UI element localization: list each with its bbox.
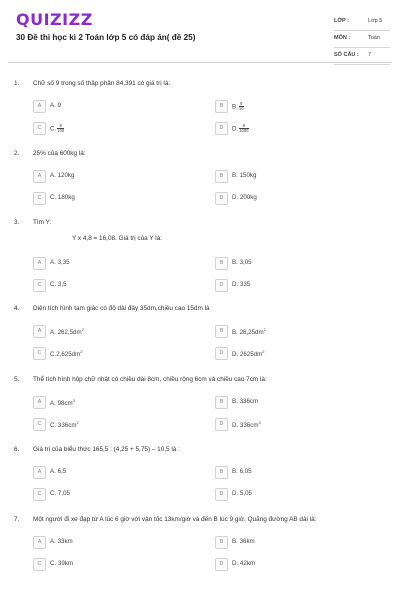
option-label: B. 150kg: [232, 172, 257, 179]
option-text: [232, 102, 244, 112]
option-letter-box[interactable]: A: [33, 466, 46, 479]
option-letter-box[interactable]: C: [33, 558, 46, 571]
option-label: D. 335: [232, 281, 251, 288]
meta-row-subject: [334, 31, 390, 48]
option-text: [232, 468, 252, 475]
option-letter-box[interactable]: D: [215, 488, 228, 501]
answer-option-c[interactable]: [33, 192, 193, 204]
option-text: [50, 327, 84, 336]
option-text: [232, 327, 266, 336]
answer-option-a[interactable]: [33, 396, 193, 408]
option-text: [50, 102, 61, 109]
meta-value: 7: [368, 52, 372, 58]
meta-value: Lớp 5: [368, 18, 383, 24]
option-exponent: 3: [258, 420, 261, 425]
fraction-denominator: 10: [238, 106, 244, 112]
answer-option-d[interactable]: [215, 418, 375, 430]
answer-option-a[interactable]: [33, 170, 193, 182]
option-text: [50, 349, 83, 358]
option-letter-box[interactable]: B: [215, 466, 228, 479]
answer-option-d[interactable]: [215, 192, 375, 204]
question-text: Tìm Y:: [33, 219, 52, 226]
option-text: [50, 124, 64, 134]
answer-option-b[interactable]: [215, 396, 375, 408]
option-label: D. 336cm: [232, 422, 259, 430]
option-exponent: 2: [81, 327, 84, 332]
option-exponent: 2: [262, 349, 265, 354]
answer-option-d[interactable]: [215, 279, 375, 291]
option-fraction: [239, 102, 244, 112]
option-letter-box[interactable]: B: [215, 170, 228, 183]
option-letter-box[interactable]: C: [33, 122, 46, 135]
fraction-denominator: 1000: [239, 128, 249, 134]
option-text: [50, 538, 73, 545]
meta-panel: [334, 14, 390, 65]
answer-option-b[interactable]: [215, 466, 375, 478]
answer-option-c[interactable]: [33, 488, 193, 500]
option-letter-box[interactable]: A: [33, 325, 46, 338]
answer-option-d[interactable]: [215, 347, 375, 359]
option-text: [232, 194, 257, 201]
option-letter-box[interactable]: B: [215, 536, 228, 549]
question-subtext: Y x 4,8 = 16,08. Giá trị của Y là:: [72, 235, 163, 242]
option-text: [50, 560, 73, 567]
option-label: A. 9: [50, 102, 62, 109]
option-letter-box[interactable]: C: [33, 347, 46, 360]
answer-option-b[interactable]: [215, 100, 375, 112]
option-text: [50, 194, 75, 201]
option-label: B. 6,05: [232, 468, 252, 475]
fraction-denominator: 100: [57, 128, 65, 134]
option-letter-box[interactable]: B: [215, 257, 228, 270]
option-label: A. 98cm: [50, 400, 73, 408]
option-text: [50, 172, 74, 179]
option-letter-box[interactable]: B: [215, 325, 228, 338]
option-label: D. 200kg: [232, 194, 257, 201]
question-number: 4.: [14, 305, 20, 312]
option-letter-box[interactable]: B: [215, 100, 228, 113]
option-exponent: 2: [80, 349, 83, 354]
option-text: [232, 490, 252, 497]
option-label: A. 3,35: [50, 259, 70, 266]
answer-option-a[interactable]: [33, 100, 193, 112]
question-number: 1.: [14, 80, 20, 87]
answer-option-b[interactable]: [215, 170, 375, 182]
question-number: 5.: [14, 376, 20, 383]
option-letter-box[interactable]: C: [33, 279, 46, 292]
question-text: 25% của 600kg là:: [33, 150, 86, 157]
option-label: C.2,625dm: [50, 351, 81, 359]
question-number: 6.: [14, 446, 20, 453]
option-letter-box[interactable]: A: [33, 396, 46, 409]
answer-option-c[interactable]: [33, 347, 193, 359]
option-text: [50, 259, 70, 266]
option-letter-box[interactable]: C: [33, 418, 46, 431]
answer-option-d[interactable]: [215, 558, 375, 570]
page-title: 30 Đề thi học kì 2 Toán lớp 5 có đáp án( đề 25): [16, 33, 196, 42]
option-label: B.: [232, 103, 238, 111]
option-text: [232, 281, 250, 288]
option-text: [50, 468, 66, 475]
option-letter-box[interactable]: D: [215, 279, 228, 292]
meta-key: LỚP :: [334, 18, 349, 24]
option-letter-box[interactable]: A: [33, 536, 46, 549]
answer-option-c[interactable]: [33, 279, 193, 291]
option-letter-box[interactable]: D: [215, 192, 228, 205]
meta-row-class: [334, 14, 390, 31]
question-number: 3.: [14, 219, 20, 226]
option-label: B. 336cm: [232, 398, 259, 405]
header-divider: [8, 62, 392, 63]
option-label: C. 39km: [50, 560, 74, 567]
option-label: C. 3,5: [50, 281, 67, 288]
option-label: B. 26,25dm: [232, 329, 264, 337]
option-label: A. 120kg: [50, 172, 75, 179]
option-exponent: 2: [263, 327, 266, 332]
option-label: C. 180kg: [50, 194, 75, 201]
fraction-numerator: 9: [242, 123, 246, 128]
option-fraction: [57, 124, 64, 134]
meta-key: SỐ CÂU :: [334, 52, 359, 58]
option-text: [232, 124, 249, 134]
option-label: B. 3,05: [232, 259, 252, 266]
option-text: [50, 490, 70, 497]
quizizz-logo: QUIZIZZ: [16, 10, 93, 29]
option-label: C. 336cm: [50, 422, 77, 430]
answer-option-b[interactable]: [215, 325, 375, 337]
option-label: D.: [232, 125, 239, 133]
answer-option-a[interactable]: [33, 466, 193, 478]
option-label: D. 2625dm: [232, 351, 263, 359]
option-letter-box[interactable]: C: [33, 192, 46, 205]
question-number: 2.: [14, 150, 20, 157]
option-letter-box[interactable]: C: [33, 488, 46, 501]
answer-option-c[interactable]: [33, 122, 193, 134]
option-label: B. 36km: [232, 538, 255, 545]
option-text: [232, 349, 265, 358]
option-text: [50, 281, 67, 288]
option-text: [232, 172, 256, 179]
question-number: 7.: [14, 516, 20, 523]
question-text: Chữ số 9 trong số thập phân 84,391 có giá trị là:: [33, 80, 171, 87]
option-text: [232, 420, 261, 429]
option-label: A. 33km: [50, 538, 73, 545]
answer-option-a[interactable]: [33, 536, 193, 548]
question-text: Thể tích hình hộp chữ nhật có chiều dài 8cm, chiều rộng 6cm và chiều cao 7cm là:: [33, 376, 267, 383]
question-text: Giá trị của biểu thức 165,5 : (4,25 + 5,75) – 10,5 là :: [33, 446, 180, 453]
answer-option-a[interactable]: [33, 257, 193, 269]
fraction-numerator: 9: [240, 101, 243, 106]
option-label: A. 6,5: [50, 468, 67, 475]
option-letter-box[interactable]: D: [215, 558, 228, 571]
option-label: D. 5,05: [232, 490, 252, 497]
answer-option-b[interactable]: [215, 536, 375, 548]
option-letter-box[interactable]: D: [215, 122, 228, 135]
option-label: C.: [50, 125, 57, 133]
option-letter-box[interactable]: B: [215, 396, 228, 409]
option-letter-box[interactable]: A: [33, 100, 46, 113]
option-label: C. 7,05: [50, 490, 70, 497]
option-text: [232, 259, 252, 266]
option-letter-box[interactable]: A: [33, 170, 46, 183]
answer-option-b[interactable]: [215, 257, 375, 269]
question-text: Diện tích hình tam giác có độ dài đáy 35dm,chiều cao 15dm là: [33, 305, 210, 312]
question-text: Một người đi xe đạp từ A lúc 6 giờ với vận tốc 13km/giờ và đến B lúc 9 giờ. Quãng đường AB dài là:: [33, 516, 317, 523]
option-text: [232, 398, 258, 405]
answer-option-a[interactable]: [33, 325, 193, 337]
fraction-numerator: 9: [59, 123, 62, 128]
option-text: [232, 560, 255, 567]
answer-option-d[interactable]: [215, 488, 375, 500]
option-letter-box[interactable]: D: [215, 418, 228, 431]
option-text: [50, 398, 75, 407]
option-label: A. 262,5dm: [50, 329, 82, 337]
option-fraction: [239, 124, 248, 134]
meta-value: Toán: [368, 35, 380, 41]
option-letter-box[interactable]: D: [215, 347, 228, 360]
answer-option-c[interactable]: [33, 558, 193, 570]
option-exponent: 3: [72, 398, 75, 403]
option-text: [232, 538, 255, 545]
option-text: [50, 420, 79, 429]
option-label: D. 42km: [232, 560, 256, 567]
answer-option-c[interactable]: [33, 418, 193, 430]
answer-option-d[interactable]: [215, 122, 375, 134]
option-exponent: 2: [76, 420, 79, 425]
option-letter-box[interactable]: A: [33, 257, 46, 270]
meta-key: MÔN :: [334, 35, 351, 41]
